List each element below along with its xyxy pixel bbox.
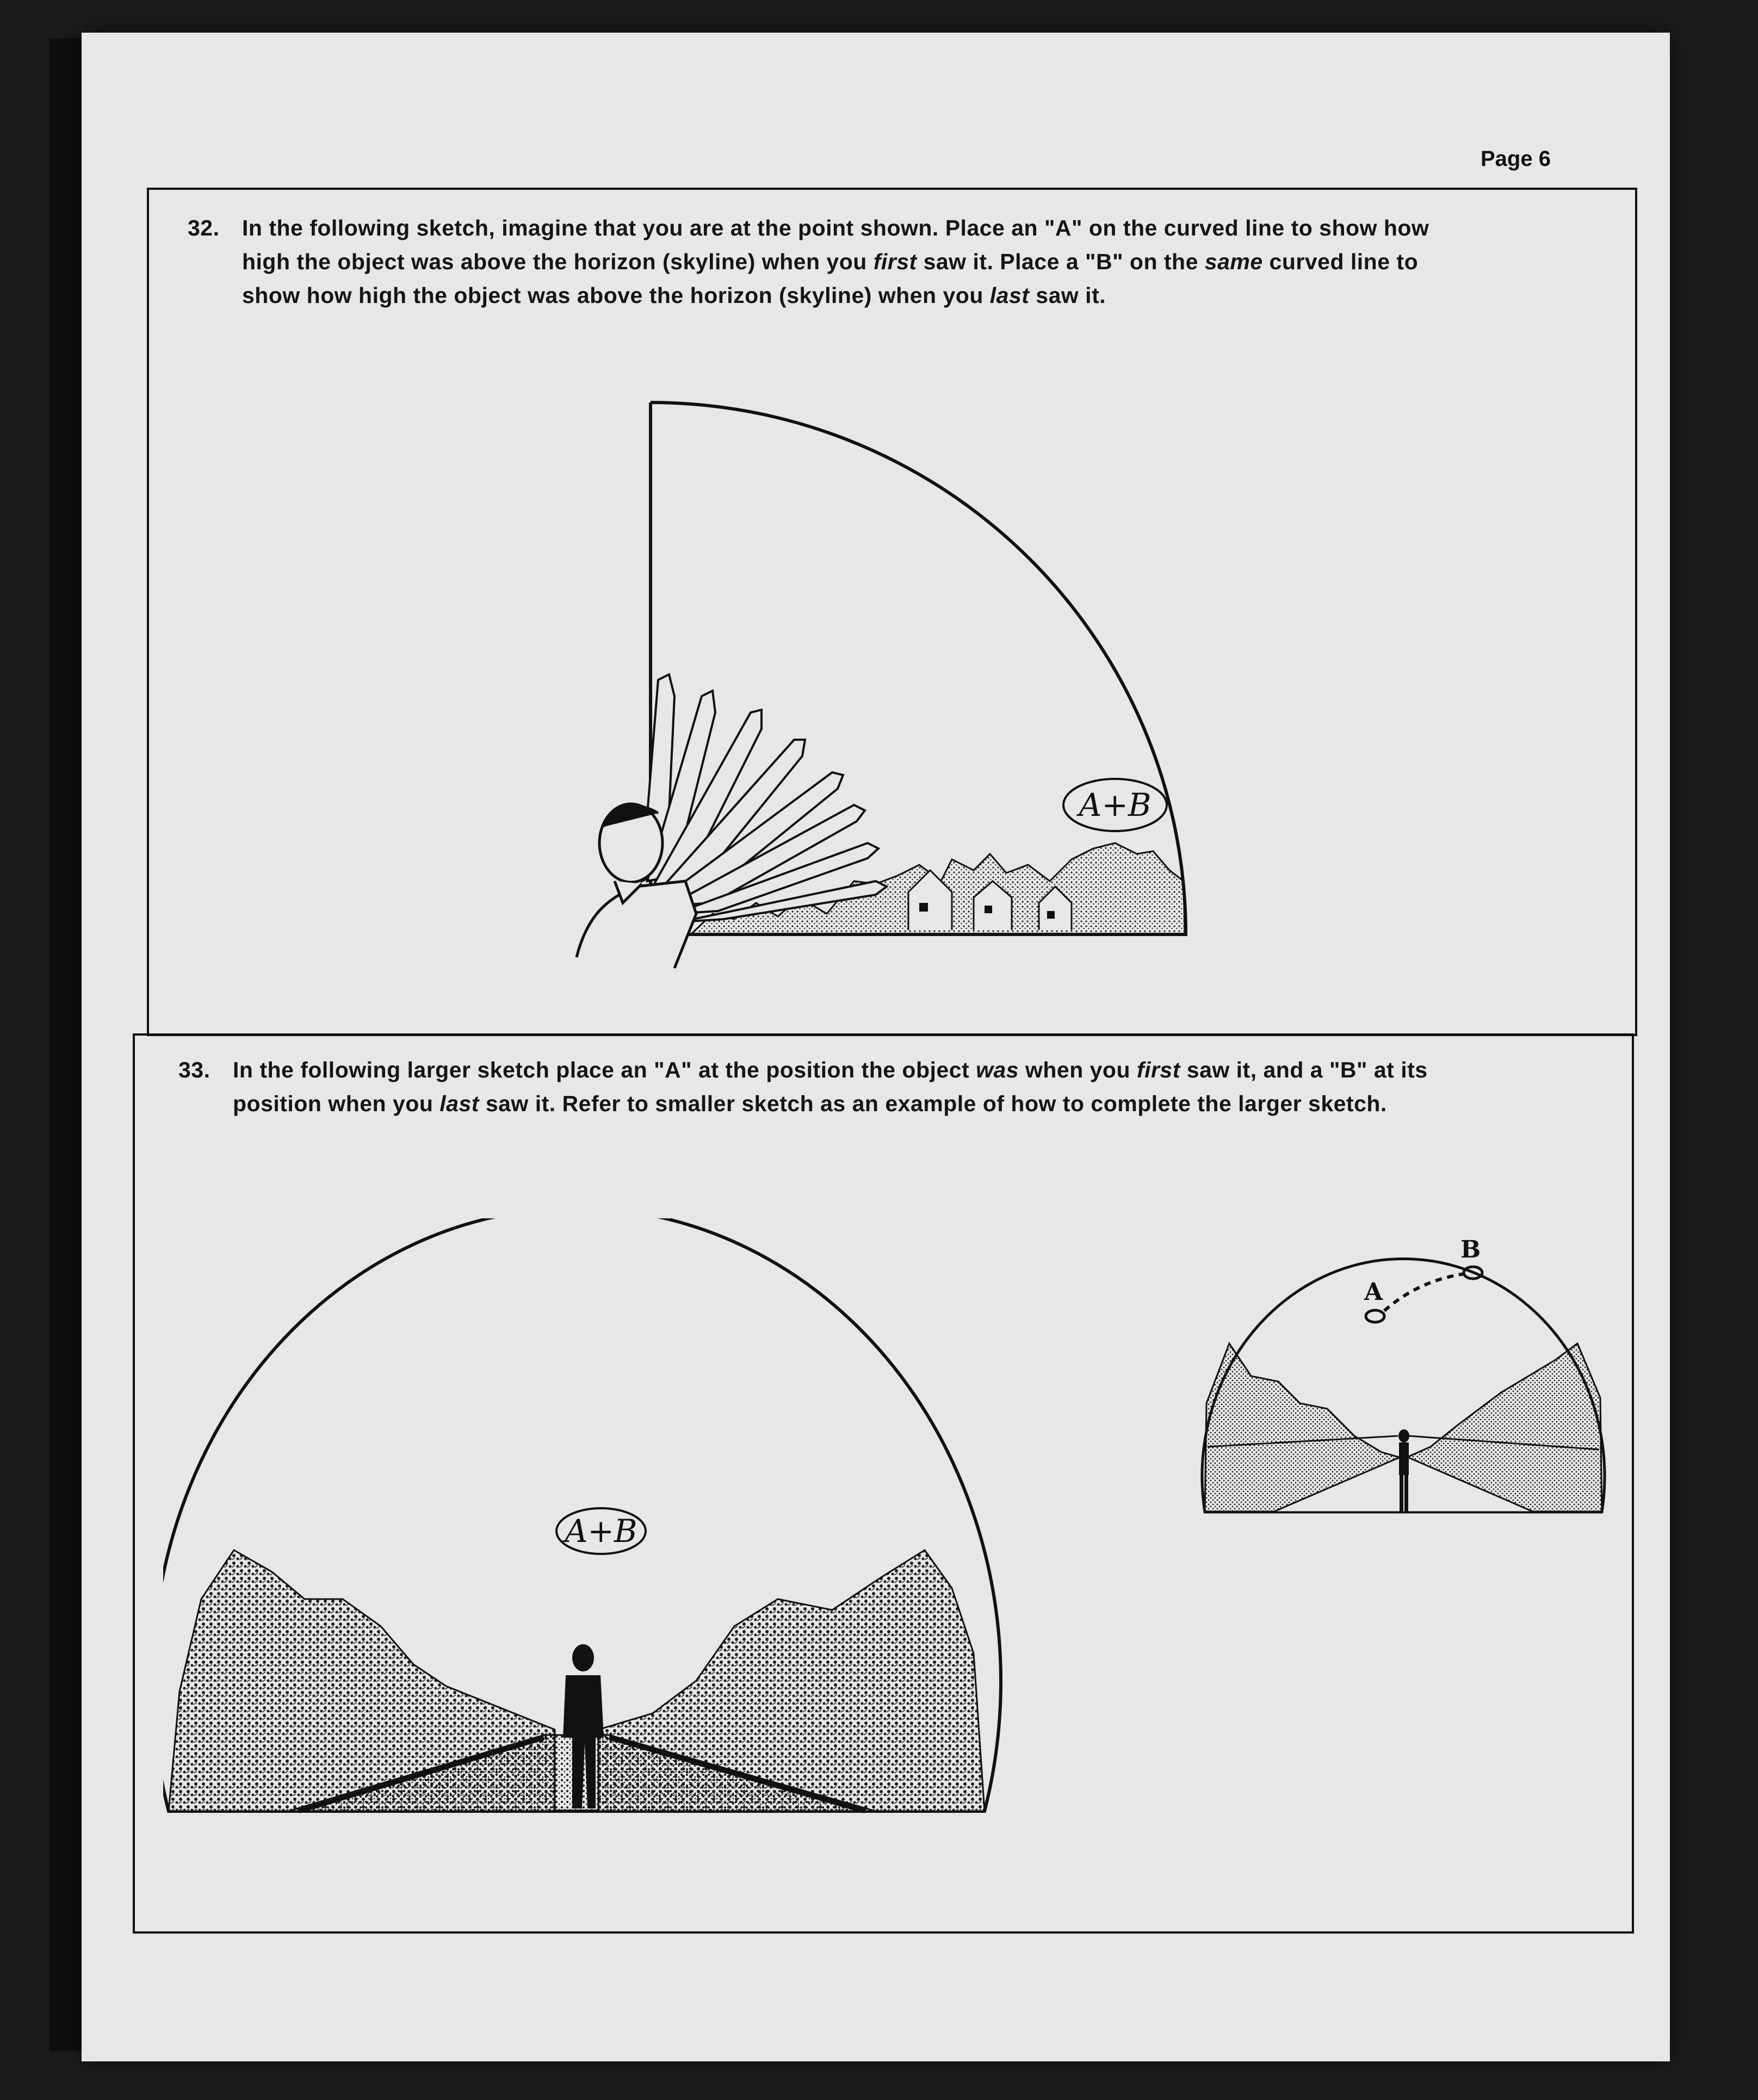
question-32-line: high the object was above the horizon (skyline) when you first saw it. Place a "B" on the same curved line to xyxy=(242,249,1419,274)
page-number: Page 6 xyxy=(1481,147,1551,171)
question-32-line: In the following sketch, imagine that you are at the point shown. Place an "A" on the curved line to show how xyxy=(242,215,1429,240)
question-32-line: show how high the object was above the horizon (skyline) when you last saw it. xyxy=(242,283,1106,308)
question-33-number: 33. xyxy=(178,1057,211,1082)
question-32-number: 32. xyxy=(188,215,220,240)
question-33-line: position when you last saw it. Refer to smaller sketch as an example of how to complete the larger sketch. xyxy=(233,1091,1387,1116)
large-street-sketch xyxy=(163,1218,1033,1828)
handwritten-annotation: A+B xyxy=(565,1513,637,1550)
quarter-circle-figure xyxy=(571,392,1213,984)
question-33-line: In the following larger sketch place an "A" at the position the object was when you first saw it, and a "B" at its xyxy=(233,1057,1428,1082)
handwritten-annotation: A+B xyxy=(1079,786,1152,823)
label-a: A xyxy=(1364,1278,1383,1306)
question-33-text xyxy=(178,1053,1614,1120)
example-sketch xyxy=(1197,1218,1610,1523)
question-32-text xyxy=(188,211,1602,312)
object-position-a xyxy=(1366,1310,1384,1322)
label-b: B xyxy=(1460,1236,1481,1263)
